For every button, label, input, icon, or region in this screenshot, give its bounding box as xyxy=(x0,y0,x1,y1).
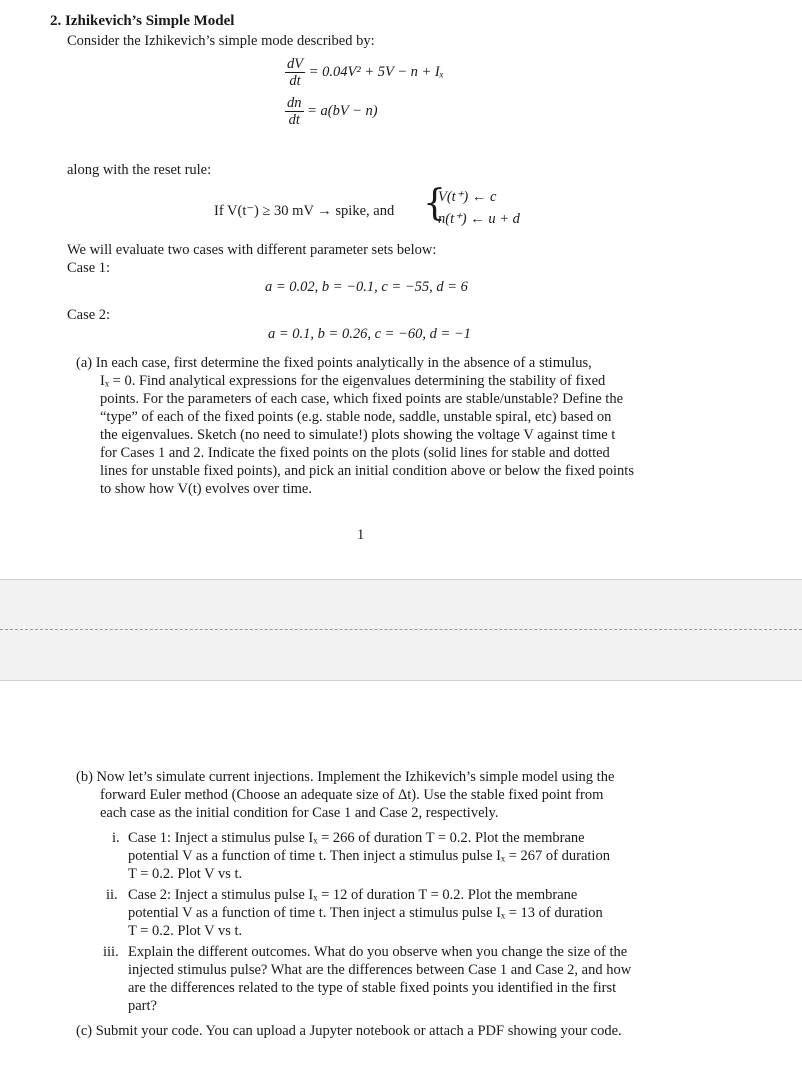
item-i-line: Case 1: Inject a stimulus pulse Iₓ = 266 of duration T = 0.2. Plot the membrane xyxy=(128,830,585,846)
part-a-line: lines for unstable fixed points), and pick an initial condition above or below the fixed points xyxy=(100,463,634,479)
problem-heading: 2. Izhikevich’s Simple Model xyxy=(50,13,235,29)
item-ii-marker: ii. xyxy=(106,887,118,903)
part-a-line: (a) In each case, first determine the fixed points analytically in the absence of a stimulus, xyxy=(76,355,592,371)
page-break-line xyxy=(0,629,802,630)
item-ii xyxy=(128,886,693,940)
part-b-line: (b) Now let’s simulate current injections. Implement the Izhikevich’s simple model using the xyxy=(76,769,615,785)
cases-intro: We will evaluate two cases with different parameter sets below: xyxy=(67,242,437,258)
part-a-line: points. For the parameters of each case, which fixed points are stable/unstable? Define the xyxy=(100,391,624,407)
item-i-line: potential V as a function of time t. Then inject a stimulus pulse Iₓ = 267 of duration xyxy=(128,848,610,864)
part-a-line: the eigenvalues. Sketch (no need to simulate!) plots showing the voltage V against time t xyxy=(100,427,616,443)
equation-dv-dt xyxy=(285,56,444,89)
part-a-line: to show how V(t) evolves over time. xyxy=(100,481,312,497)
item-i-line: T = 0.2. Plot V vs t. xyxy=(128,866,243,882)
fraction-dn-dt xyxy=(285,95,304,128)
reset-intro: along with the reset rule: xyxy=(67,162,212,178)
item-iii xyxy=(128,943,693,1015)
problem-intro: Consider the Izhikevich’s simple mode described by: xyxy=(67,33,375,49)
case1-label: Case 1: xyxy=(67,260,111,276)
fraction-numerator: dn xyxy=(287,95,302,111)
reset-n-rule: n(t⁺) ← u + d xyxy=(438,211,520,227)
part-a-line: for Cases 1 and 2. Indicate the fixed points on the plots (solid lines for stable and dotted xyxy=(100,445,610,461)
page-number: 1 xyxy=(357,527,365,543)
part-a xyxy=(76,354,693,498)
fraction-denominator: dt xyxy=(289,73,301,89)
item-ii-line: Case 2: Inject a stimulus pulse Iₓ = 12 of duration T = 0.2. Plot the membrane xyxy=(128,887,578,903)
reset-v-rule: V(t⁺) ← c xyxy=(438,189,497,205)
fraction-denominator: dt xyxy=(288,112,300,128)
item-ii-line: T = 0.2. Plot V vs t. xyxy=(128,923,243,939)
part-a-line: “type” of each of the fixed points (e.g. stable node, saddle, unstable spiral, etc) based on xyxy=(100,409,612,425)
equation-rhs: = a(bV − n) xyxy=(307,102,378,119)
item-iii-line: injected stimulus pulse? What are the differences between Case 1 and Case 2, and how xyxy=(128,962,632,978)
case2-params: a = 0.1, b = 0.26, c = −60, d = −1 xyxy=(268,326,471,342)
case1-params: a = 0.02, b = −0.1, c = −55, d = 6 xyxy=(265,279,468,295)
item-i-marker: i. xyxy=(112,830,120,846)
part-a-line: Iₓ = 0. Find analytical expressions for the eigenvalues determining the stability of fixed xyxy=(100,373,606,389)
equation-dn-dt xyxy=(285,95,378,128)
equation-rhs: = 0.04V² + 5V − n + Iₓ xyxy=(308,63,444,80)
fraction-dv-dt xyxy=(285,56,305,89)
item-iii-marker: iii. xyxy=(103,944,119,960)
left-brace: { xyxy=(423,183,446,224)
part-b-line: forward Euler method (Choose an adequate size of Δt). Use the stable fixed point from xyxy=(100,787,604,803)
item-i xyxy=(128,829,693,883)
item-iii-line: are the differences related to the type of stable fixed points you identified in the first xyxy=(128,980,617,996)
item-iii-line: Explain the different outcomes. What do you observe when you change the size of the xyxy=(128,944,628,960)
part-b xyxy=(76,768,693,822)
item-ii-line: potential V as a function of time t. Then inject a stimulus pulse Iₓ = 13 of duration xyxy=(128,905,603,921)
reset-condition: If V(t⁻) ≥ 30 mV → spike, and xyxy=(214,203,395,219)
case2-label: Case 2: xyxy=(67,307,111,323)
fraction-numerator: dV xyxy=(287,56,304,72)
part-b-line: each case as the initial condition for Case 1 and Case 2, respectively. xyxy=(100,805,499,821)
part-c: (c) Submit your code. You can upload a Jupyter notebook or attach a PDF showing your code. xyxy=(76,1023,622,1039)
item-iii-line: part? xyxy=(128,998,157,1014)
page-gap xyxy=(0,579,802,681)
